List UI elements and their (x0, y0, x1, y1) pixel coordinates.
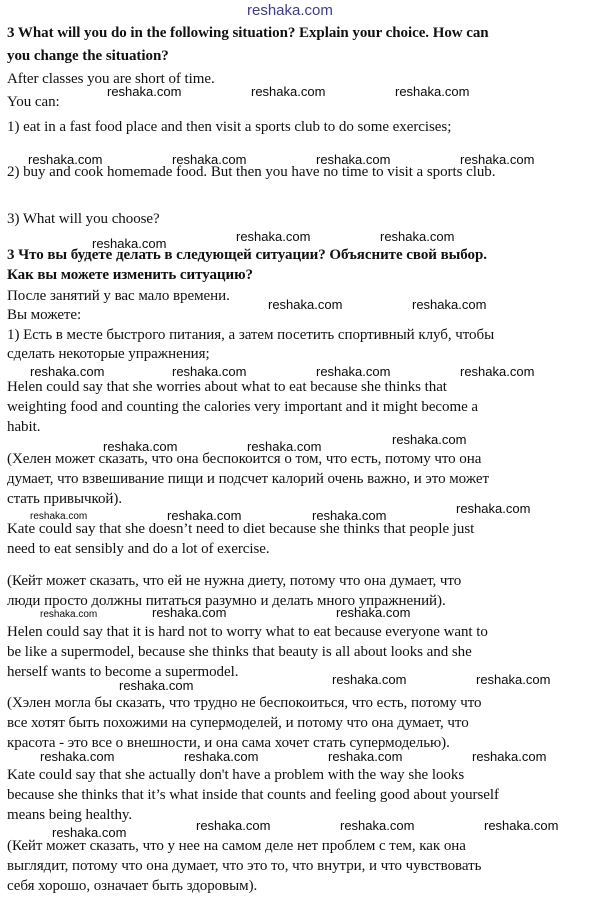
text-line: Вы можете: (7, 307, 82, 323)
watermark: reshaka.com (247, 439, 322, 454)
watermark: reshaka.com (236, 229, 311, 244)
text-line: 1) Есть в месте быстрого питания, а затем посетить спортивный клуб, чтобы (7, 327, 495, 343)
answer-line: Kate could say that she doesn’t need to diet because she thinks that people just (7, 521, 475, 537)
text-line: 1) eat in a fast food place and then visit a sports club to do some exercises; (7, 119, 452, 135)
watermark: reshaka.com (336, 605, 411, 620)
text-line: 3) What will you choose? (7, 211, 160, 227)
answer-line: means being healthy. (7, 807, 133, 823)
watermark: reshaka.com (476, 672, 551, 687)
translation-line: люди просто должны питаться разумно и делать много упражнений). (7, 593, 446, 609)
watermark: reshaka.com (119, 678, 194, 693)
answer-line: need to eat sensibly and do a lot of exercise. (7, 541, 270, 557)
translation-line: (Хэлен могла бы сказать, что трудно не беспокоиться, что есть, потому что (7, 695, 482, 711)
answer-line: Helen could say that she worries about what to eat because she thinks that (7, 379, 447, 395)
watermark: reshaka.com (456, 501, 531, 516)
question-en-line-1: 3 What will you do in the following situation? Explain your choice. How can (7, 25, 489, 41)
text-line: After classes you are short of time. (7, 71, 215, 87)
answer-line: Helen could say that it is hard not to worry what to eat because everyone want to (7, 624, 488, 640)
answer-line: herself wants to become a supermodel. (7, 664, 239, 680)
watermark: reshaka.com (316, 152, 391, 167)
translation-line: себя хорошо, означает быть здоровым). (7, 878, 258, 894)
watermark: reshaka.com (312, 508, 387, 523)
translation-line: стать привычкой). (7, 491, 123, 507)
answer-line: weighting food and counting the calories very important and it might become a (7, 399, 479, 415)
watermark: reshaka.com (328, 749, 403, 764)
watermark: reshaka.com (28, 152, 103, 167)
translation-line: (Кейт может сказать, что ей не нужна диету, потому что она думает, что (7, 573, 462, 589)
text-line: 2) buy and cook homemade food. But then you have no time to visit a sports club. (7, 164, 496, 180)
watermark: reshaka.com (103, 439, 178, 454)
watermark: reshaka.com (184, 749, 259, 764)
answer-line: Kate could say that she actually don't have a problem with the way she looks (7, 767, 465, 783)
watermark: reshaka.com (172, 152, 247, 167)
watermark: reshaka.com (484, 818, 559, 833)
translation-line: красота - это все о внешности, и она сама хочет стать супермоделью). (7, 735, 450, 751)
watermark: reshaka.com (316, 364, 391, 379)
watermark: reshaka.com (460, 364, 535, 379)
question-en-line-2: you change the situation? (7, 48, 169, 64)
answer-line: because she thinks that it’s what inside that counts and feeling good about yourself (7, 787, 499, 803)
watermark: reshaka.com (340, 818, 415, 833)
watermark: reshaka.com (196, 818, 271, 833)
watermark: reshaka.com (30, 511, 88, 522)
answer-line: habit. (7, 419, 41, 435)
question-ru-line-1: 3 Что вы будете делать в следующей ситуации? Объясните свой выбор. (7, 247, 487, 263)
watermark: reshaka.com (172, 364, 247, 379)
translation-line: (Хелен может сказать, что она беспокоится о том, что есть, потому что она (7, 451, 482, 467)
watermark: reshaka.com (392, 432, 467, 447)
text-line: сделать некоторые упражнения; (7, 346, 210, 362)
watermark: reshaka.com (380, 229, 455, 244)
watermark: reshaka.com (412, 297, 487, 312)
watermark: reshaka.com (40, 749, 115, 764)
watermark-header: reshaka.com (247, 2, 333, 19)
answer-line: be like a supermodel, because she thinks that beauty is all about looks and she (7, 644, 472, 660)
watermark: reshaka.com (167, 508, 242, 523)
watermark: reshaka.com (268, 297, 343, 312)
translation-line: выглядит, потому что она думает, что это то, что внутри, и что чувствовать (7, 858, 482, 874)
watermark: reshaka.com (52, 825, 127, 840)
watermark: reshaka.com (460, 152, 535, 167)
watermark: reshaka.com (40, 609, 98, 620)
translation-line: все хотят быть похожими на супермоделей, и потому что она думает, что (7, 715, 469, 731)
text-line: You can: (7, 94, 60, 110)
watermark: reshaka.com (107, 84, 182, 99)
watermark: reshaka.com (30, 364, 105, 379)
watermark: reshaka.com (92, 236, 167, 251)
watermark: reshaka.com (152, 605, 227, 620)
text-line: После занятий у вас мало времени. (7, 288, 230, 304)
translation-line: думает, что взвешивание пищи и подсчет калорий очень важно, и это может (7, 471, 489, 487)
question-ru-line-2: Как вы можете изменить ситуацию? (7, 267, 253, 283)
watermark: reshaka.com (251, 84, 326, 99)
watermark: reshaka.com (332, 672, 407, 687)
watermark: reshaka.com (472, 749, 547, 764)
translation-line: (Кейт может сказать, что у нее на самом деле нет проблем с тем, как она (7, 838, 466, 854)
watermark: reshaka.com (395, 84, 470, 99)
